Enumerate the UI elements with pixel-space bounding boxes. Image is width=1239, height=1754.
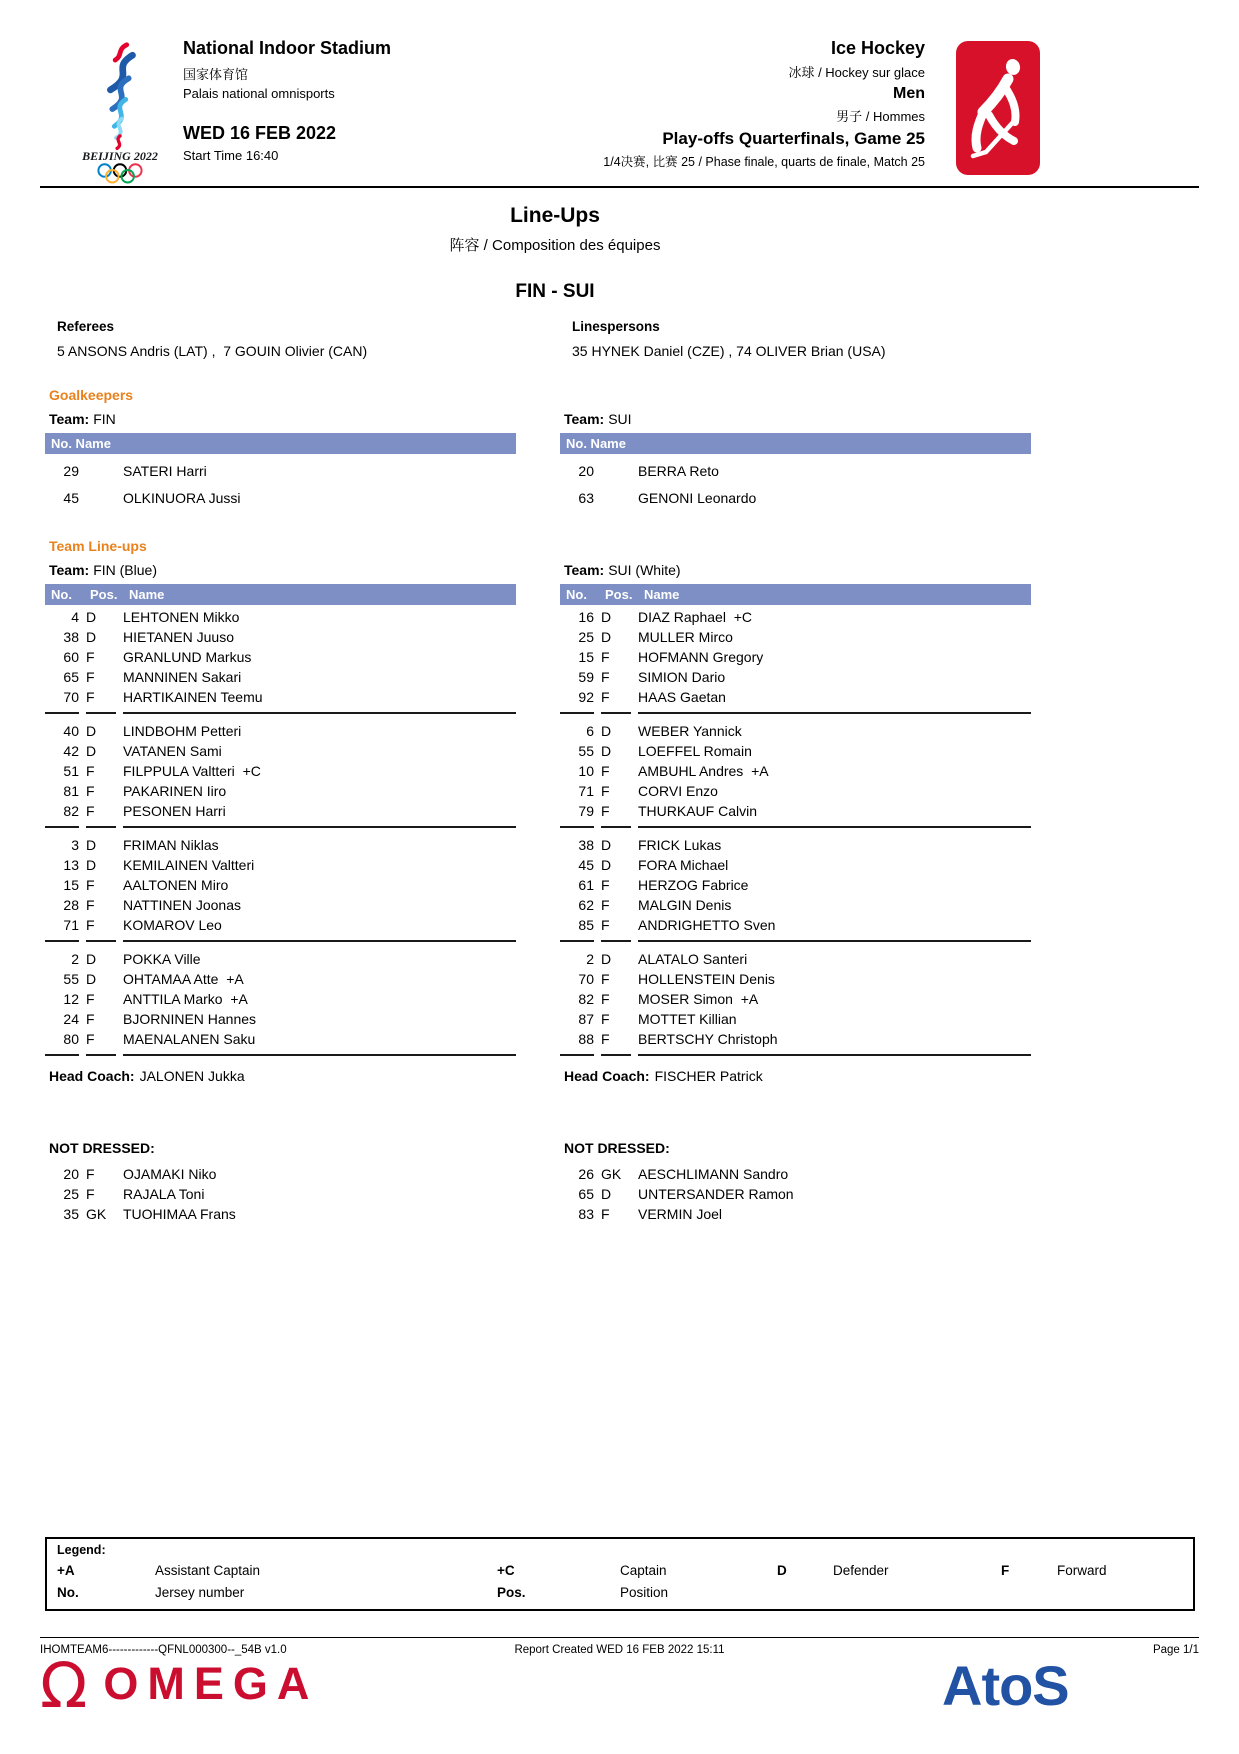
goalkeepers-table-header: No. Name (45, 433, 516, 454)
player-number: 38 (578, 837, 594, 853)
player-row (560, 1164, 1031, 1184)
player-number: 4 (71, 609, 79, 625)
player-row (45, 969, 516, 989)
player-name: MULLER Mirco (638, 629, 733, 645)
player-row (560, 687, 1031, 707)
player-row (45, 835, 516, 855)
player-number: 60 (63, 649, 79, 665)
player-name: HOLLENSTEIN Denis (638, 971, 775, 987)
player-name: HIETANEN Juuso (123, 629, 234, 645)
player-name: SIMION Dario (638, 669, 726, 685)
player-number: 85 (578, 917, 594, 933)
player-number: 40 (63, 723, 79, 739)
player-position: F (601, 669, 610, 685)
team-line-sui (560, 411, 1031, 427)
player-position: F (86, 1166, 95, 1182)
player-number: 15 (63, 877, 79, 893)
player-number: 80 (63, 1031, 79, 1047)
player-name: BERRA Reto (638, 463, 719, 479)
venue-name: National Indoor Stadium (183, 38, 392, 58)
not-dressed-table-fin (45, 1164, 516, 1224)
player-position: D (86, 609, 97, 625)
player-name: MOTTET Killian (638, 1011, 737, 1027)
player-row (560, 915, 1031, 935)
head-coach-label: Head Coach: (49, 1068, 135, 1084)
team-name: SUI (White) (608, 562, 681, 578)
player-row (560, 989, 1031, 1009)
player-number: 15 (578, 649, 594, 665)
legend-key: +C (497, 1563, 515, 1578)
player-row (45, 1009, 516, 1029)
lineups-table-header (560, 584, 1031, 605)
player-position: F (601, 689, 610, 705)
player-position (601, 483, 631, 510)
player-name: VERMIN Joel (638, 1206, 723, 1222)
player-name: TUOHIMAA Frans (123, 1206, 236, 1222)
player-number: 70 (578, 971, 594, 987)
group-separator (45, 1054, 516, 1056)
player-row (45, 761, 516, 781)
player-position: D (86, 837, 97, 853)
legend-value: Assistant Captain (155, 1563, 261, 1578)
header-pos: Pos. (605, 587, 633, 602)
player-name: KOMAROV Leo (123, 917, 222, 933)
sport-name-alt: 冰球 / Hockey sur glace (788, 65, 925, 80)
player-row (560, 1184, 1031, 1204)
player-number: 82 (63, 803, 79, 819)
player-position: F (601, 1031, 610, 1047)
player-number: 87 (578, 1011, 594, 1027)
legend-value: Captain (620, 1563, 667, 1578)
player-position: F (86, 1031, 95, 1047)
player-name: UNTERSANDER Ramon (638, 1186, 794, 1202)
lineups-section (45, 554, 1065, 1224)
player-position: D (601, 723, 612, 739)
player-number: 83 (578, 1206, 594, 1222)
player-row (560, 721, 1031, 741)
team-line-sui (560, 562, 1031, 578)
player-position: F (601, 991, 610, 1007)
player-position: D (86, 951, 97, 967)
team-name: FIN (93, 411, 116, 427)
player-position: F (86, 783, 95, 799)
legend-key: +A (57, 1563, 75, 1578)
goalkeepers-section-label: Goalkeepers (49, 387, 134, 403)
player-name: MANNINEN Sakari (123, 669, 242, 685)
lineups-table-sui (560, 607, 1031, 1056)
player-name: ANDRIGHETTO Sven (638, 917, 776, 933)
player-name: THURKAUF Calvin (638, 803, 758, 819)
legend-key: D (777, 1563, 787, 1578)
player-number: 70 (63, 689, 79, 705)
player-row (45, 687, 516, 707)
player-number: 3 (71, 837, 79, 853)
player-name: GRANLUND Markus (123, 649, 252, 665)
venue-block (183, 38, 391, 163)
player-position: F (601, 877, 610, 893)
player-number: 24 (63, 1011, 79, 1027)
player-position: D (601, 857, 612, 873)
player-number: 92 (578, 689, 594, 705)
player-number: 28 (63, 897, 79, 913)
player-position: F (86, 763, 95, 779)
player-name: BERTSCHY Christoph (638, 1031, 778, 1047)
player-number: 82 (578, 991, 594, 1007)
player-position: D (601, 951, 612, 967)
player-number: 65 (63, 669, 79, 685)
header-no: No. (51, 587, 72, 602)
player-name: RAJALA Toni (123, 1186, 205, 1202)
legend-box (45, 1537, 1195, 1611)
player-name: AALTONEN Miro (123, 877, 229, 893)
player-number: 65 (578, 1186, 594, 1202)
report-title: Line-Ups (510, 204, 600, 227)
player-position: D (86, 743, 97, 759)
player-row (45, 855, 516, 875)
player-position: F (601, 897, 610, 913)
event-block (603, 38, 925, 170)
player-name: HERZOG Fabrice (638, 877, 749, 893)
player-position: D (86, 629, 97, 645)
player-name: PAKARINEN Iiro (123, 783, 227, 799)
beijing-2022-wordmark: BEIJING 2022 (82, 148, 158, 163)
player-number: 51 (63, 763, 79, 779)
header-divider (40, 186, 1199, 188)
linespersons-names: 35 HYNEK Daniel (CZE) , 74 OLIVER Brian (USA) (572, 343, 886, 359)
player-row (560, 835, 1031, 855)
player-name: OJAMAKI Niko (123, 1166, 217, 1182)
referees-label: Referees (57, 319, 115, 334)
head-coach-sui (560, 1068, 1031, 1084)
atos-logo: AtoS (942, 1654, 1069, 1717)
player-name: AMBUHL Andres +A (638, 763, 769, 779)
player-row (560, 607, 1031, 627)
player-position: D (601, 609, 612, 625)
player-row (560, 1204, 1031, 1224)
group-separator (45, 940, 516, 942)
player-number: 13 (63, 857, 79, 873)
footer-divider (40, 1637, 1199, 1638)
header-name: Name (644, 587, 680, 602)
beijing-2022-emblem (72, 36, 168, 184)
player-number: 26 (578, 1166, 594, 1182)
group-separator (560, 940, 1031, 942)
lineups-table-fin (45, 607, 516, 1056)
team-name: SUI (608, 411, 632, 427)
player-number: 25 (578, 629, 594, 645)
player-number: 88 (578, 1031, 594, 1047)
player-row (560, 483, 1031, 510)
group-separator (560, 1054, 1031, 1056)
player-number: 45 (578, 857, 594, 873)
player-row (45, 721, 516, 741)
legend-value: Defender (833, 1563, 889, 1578)
not-dressed-label: NOT DRESSED: (564, 1140, 670, 1156)
player-position: F (601, 783, 610, 799)
player-number: 55 (63, 971, 79, 987)
player-position (86, 456, 116, 483)
group-separator (45, 712, 516, 714)
group-separator (45, 826, 516, 828)
player-position: D (86, 971, 97, 987)
player-number: 25 (63, 1186, 79, 1202)
player-row (45, 741, 516, 761)
player-row (45, 781, 516, 801)
legend-grid (57, 1563, 1193, 1600)
olympic-rings-icon (98, 164, 141, 182)
player-number: 38 (63, 629, 79, 645)
player-row (45, 1164, 516, 1184)
player-position: GK (601, 1166, 622, 1182)
player-position: F (601, 1206, 610, 1222)
player-row (560, 1029, 1031, 1049)
player-row (45, 647, 516, 667)
player-name: MAENALANEN Saku (123, 1031, 256, 1047)
player-number: 2 (586, 951, 594, 967)
start-time: Start Time 16:40 (183, 148, 279, 163)
player-name: HAAS Gaetan (638, 689, 726, 705)
lineups-section-label: Team Line-ups (49, 538, 147, 554)
event-phase-alt: 1/4决赛, 比赛 25 / Phase finale, quarts de finale, Match 25 (603, 155, 925, 169)
player-name: MALGIN Denis (638, 897, 732, 913)
match-teams: FIN - SUI (515, 281, 595, 302)
player-row (560, 647, 1031, 667)
player-name: HARTIKAINEN Teemu (123, 689, 263, 705)
team-label: Team: (49, 411, 90, 427)
team-name: FIN (Blue) (93, 562, 157, 578)
player-name: KEMILAINEN Valtteri (123, 857, 255, 873)
player-row (45, 895, 516, 915)
player-row (560, 667, 1031, 687)
player-row (560, 969, 1031, 989)
player-row (45, 801, 516, 821)
player-position: F (86, 917, 95, 933)
player-position: F (86, 669, 95, 685)
omega-symbol-icon: Ω (40, 1649, 88, 1722)
omega-wordmark: OMEGA (103, 1658, 319, 1709)
head-coach-fin (45, 1068, 516, 1084)
player-number: 20 (63, 1166, 79, 1182)
player-position: F (601, 917, 610, 933)
player-name: LOEFFEL Romain (638, 743, 752, 759)
player-name: SATERI Harri (123, 463, 207, 479)
player-number: 42 (63, 743, 79, 759)
player-row (45, 989, 516, 1009)
ice-hockey-pictogram (955, 40, 1041, 176)
player-number: 81 (63, 783, 79, 799)
player-number: 79 (578, 803, 594, 819)
referees-names: 5 ANSONS Andris (LAT) , 7 GOUIN Olivier (CAN) (57, 343, 368, 359)
player-position: GK (86, 1206, 107, 1222)
player-number: 59 (578, 669, 594, 685)
player-position: D (601, 837, 612, 853)
player-number: 63 (578, 490, 594, 506)
player-number: 12 (63, 991, 79, 1007)
player-number: 35 (63, 1206, 79, 1222)
player-number: 20 (578, 463, 594, 479)
player-position: F (86, 689, 95, 705)
player-position: F (86, 897, 95, 913)
not-dressed-sui (560, 1140, 1031, 1224)
player-position: D (601, 1186, 612, 1202)
player-row (45, 915, 516, 935)
player-name: DIAZ Raphael +C (638, 609, 752, 625)
header-pos: Pos. (90, 587, 118, 602)
player-row (560, 741, 1031, 761)
event-phase: Play-offs Quarterfinals, Game 25 (662, 129, 925, 148)
goalkeepers-table-fin (45, 456, 516, 510)
team-label: Team: (564, 562, 605, 578)
event-gender: Men (893, 85, 925, 102)
player-row (45, 1029, 516, 1049)
player-row (560, 627, 1031, 647)
group-separator (560, 826, 1031, 828)
player-position: F (86, 1186, 95, 1202)
report-created-timestamp: Report Created WED 16 FEB 2022 15:11 (514, 1644, 725, 1656)
player-position: F (601, 803, 610, 819)
player-row (45, 949, 516, 969)
player-row (560, 456, 1031, 483)
player-name: NATTINEN Joonas (123, 897, 241, 913)
player-row (45, 627, 516, 647)
player-number: 71 (63, 917, 79, 933)
player-row (560, 895, 1031, 915)
player-name: FRICK Lukas (638, 837, 722, 853)
player-position: D (86, 723, 97, 739)
event-gender-alt: 男子 / Hommes (836, 109, 925, 124)
player-name: FILPPULA Valtteri +C (123, 763, 261, 779)
player-name: OLKINUORA Jussi (123, 490, 241, 506)
player-row (45, 875, 516, 895)
player-position: F (86, 877, 95, 893)
player-position: D (601, 743, 612, 759)
player-name: VATANEN Sami (123, 743, 222, 759)
player-name: OHTAMAA Atte +A (123, 971, 244, 987)
venue-name-chinese: 国家体育馆 (183, 67, 249, 82)
player-position: D (86, 857, 97, 873)
player-row (45, 483, 516, 510)
linespersons-label: Linespersons (572, 319, 660, 334)
legend-key: F (1001, 1563, 1010, 1578)
player-number: 55 (578, 743, 594, 759)
player-position: F (601, 763, 610, 779)
player-row (560, 761, 1031, 781)
team-label: Team: (564, 411, 605, 427)
group-separator (560, 712, 1031, 714)
player-row (560, 801, 1031, 821)
not-dressed-label: NOT DRESSED: (49, 1140, 155, 1156)
not-dressed-table-sui (560, 1164, 1031, 1224)
lineups-table-header (45, 584, 516, 605)
player-row (560, 875, 1031, 895)
player-name: LINDBOHM Petteri (123, 723, 242, 739)
legend-key: Pos. (497, 1585, 526, 1600)
match-date: WED 16 FEB 2022 (183, 123, 337, 143)
page-number: Page 1/1 (1152, 1644, 1199, 1656)
team-line-fin (45, 411, 516, 427)
player-number: 29 (63, 463, 79, 479)
player-number: 45 (63, 490, 79, 506)
player-position: F (601, 971, 610, 987)
player-number: 16 (578, 609, 594, 625)
venue-name-french: Palais national omnisports (183, 86, 335, 101)
player-name: FORA Michael (638, 857, 729, 873)
player-position: F (86, 649, 95, 665)
player-name: GENONI Leonardo (638, 490, 757, 506)
head-coach-name: JALONEN Jukka (139, 1068, 245, 1084)
player-row (45, 667, 516, 687)
player-position: F (86, 991, 95, 1007)
player-name: MOSER Simon +A (638, 991, 759, 1007)
player-name: AESCHLIMANN Sandro (638, 1166, 789, 1182)
player-position: D (601, 629, 612, 645)
not-dressed-fin (45, 1140, 516, 1224)
document-code: IHOMTEAM6-------------QFNL000300--_54B v1.0 (40, 1644, 287, 1656)
legend-key: No. (57, 1585, 79, 1600)
player-name: HOFMANN Gregory (638, 649, 764, 665)
team-label: Team: (49, 562, 90, 578)
player-row (560, 855, 1031, 875)
player-name: LEHTONEN Mikko (123, 609, 240, 625)
player-row (45, 1184, 516, 1204)
player-number: 2 (71, 951, 79, 967)
goalkeepers-table-header: No. Name (560, 433, 1031, 454)
player-name: BJORNINEN Hannes (123, 1011, 257, 1027)
player-row (560, 949, 1031, 969)
player-name: POKKA Ville (123, 951, 201, 967)
legend-value: Forward (1057, 1563, 1107, 1578)
player-number: 71 (578, 783, 594, 799)
player-position: F (601, 1011, 610, 1027)
player-number: 6 (586, 723, 594, 739)
player-row (560, 1009, 1031, 1029)
head-coach-name: FISCHER Patrick (654, 1068, 763, 1084)
player-row (560, 781, 1031, 801)
player-number: 10 (578, 763, 594, 779)
player-name: ANTTILA Marko +A (123, 991, 248, 1007)
report-title-alt: 阵容 / Composition des équipes (449, 237, 661, 254)
player-position: F (86, 1011, 95, 1027)
legend-value: Jersey number (155, 1585, 245, 1600)
player-name: WEBER Yannick (638, 723, 742, 739)
head-coach-label: Head Coach: (564, 1068, 650, 1084)
player-number: 61 (578, 877, 594, 893)
goalkeepers-table-sui (560, 456, 1031, 510)
player-position: F (601, 649, 610, 665)
team-line-fin (45, 562, 516, 578)
legend-value: Position (620, 1585, 669, 1600)
player-name: FRIMAN Niklas (123, 837, 219, 853)
legend-title: Legend: (57, 1543, 106, 1557)
player-row (45, 456, 516, 483)
player-name: CORVI Enzo (638, 783, 718, 799)
player-name: PESONEN Harri (123, 803, 226, 819)
player-position (86, 483, 116, 510)
player-row (45, 607, 516, 627)
player-number: 62 (578, 897, 594, 913)
header-no: No. (566, 587, 587, 602)
player-position: F (86, 803, 95, 819)
report-content (45, 198, 1065, 1224)
goalkeepers-section (45, 403, 1065, 510)
player-name: ALATALO Santeri (638, 951, 748, 967)
player-row (45, 1204, 516, 1224)
officials-section (45, 319, 1065, 359)
sport-name: Ice Hockey (830, 38, 925, 58)
header-name: Name (129, 587, 165, 602)
player-position (601, 456, 631, 483)
